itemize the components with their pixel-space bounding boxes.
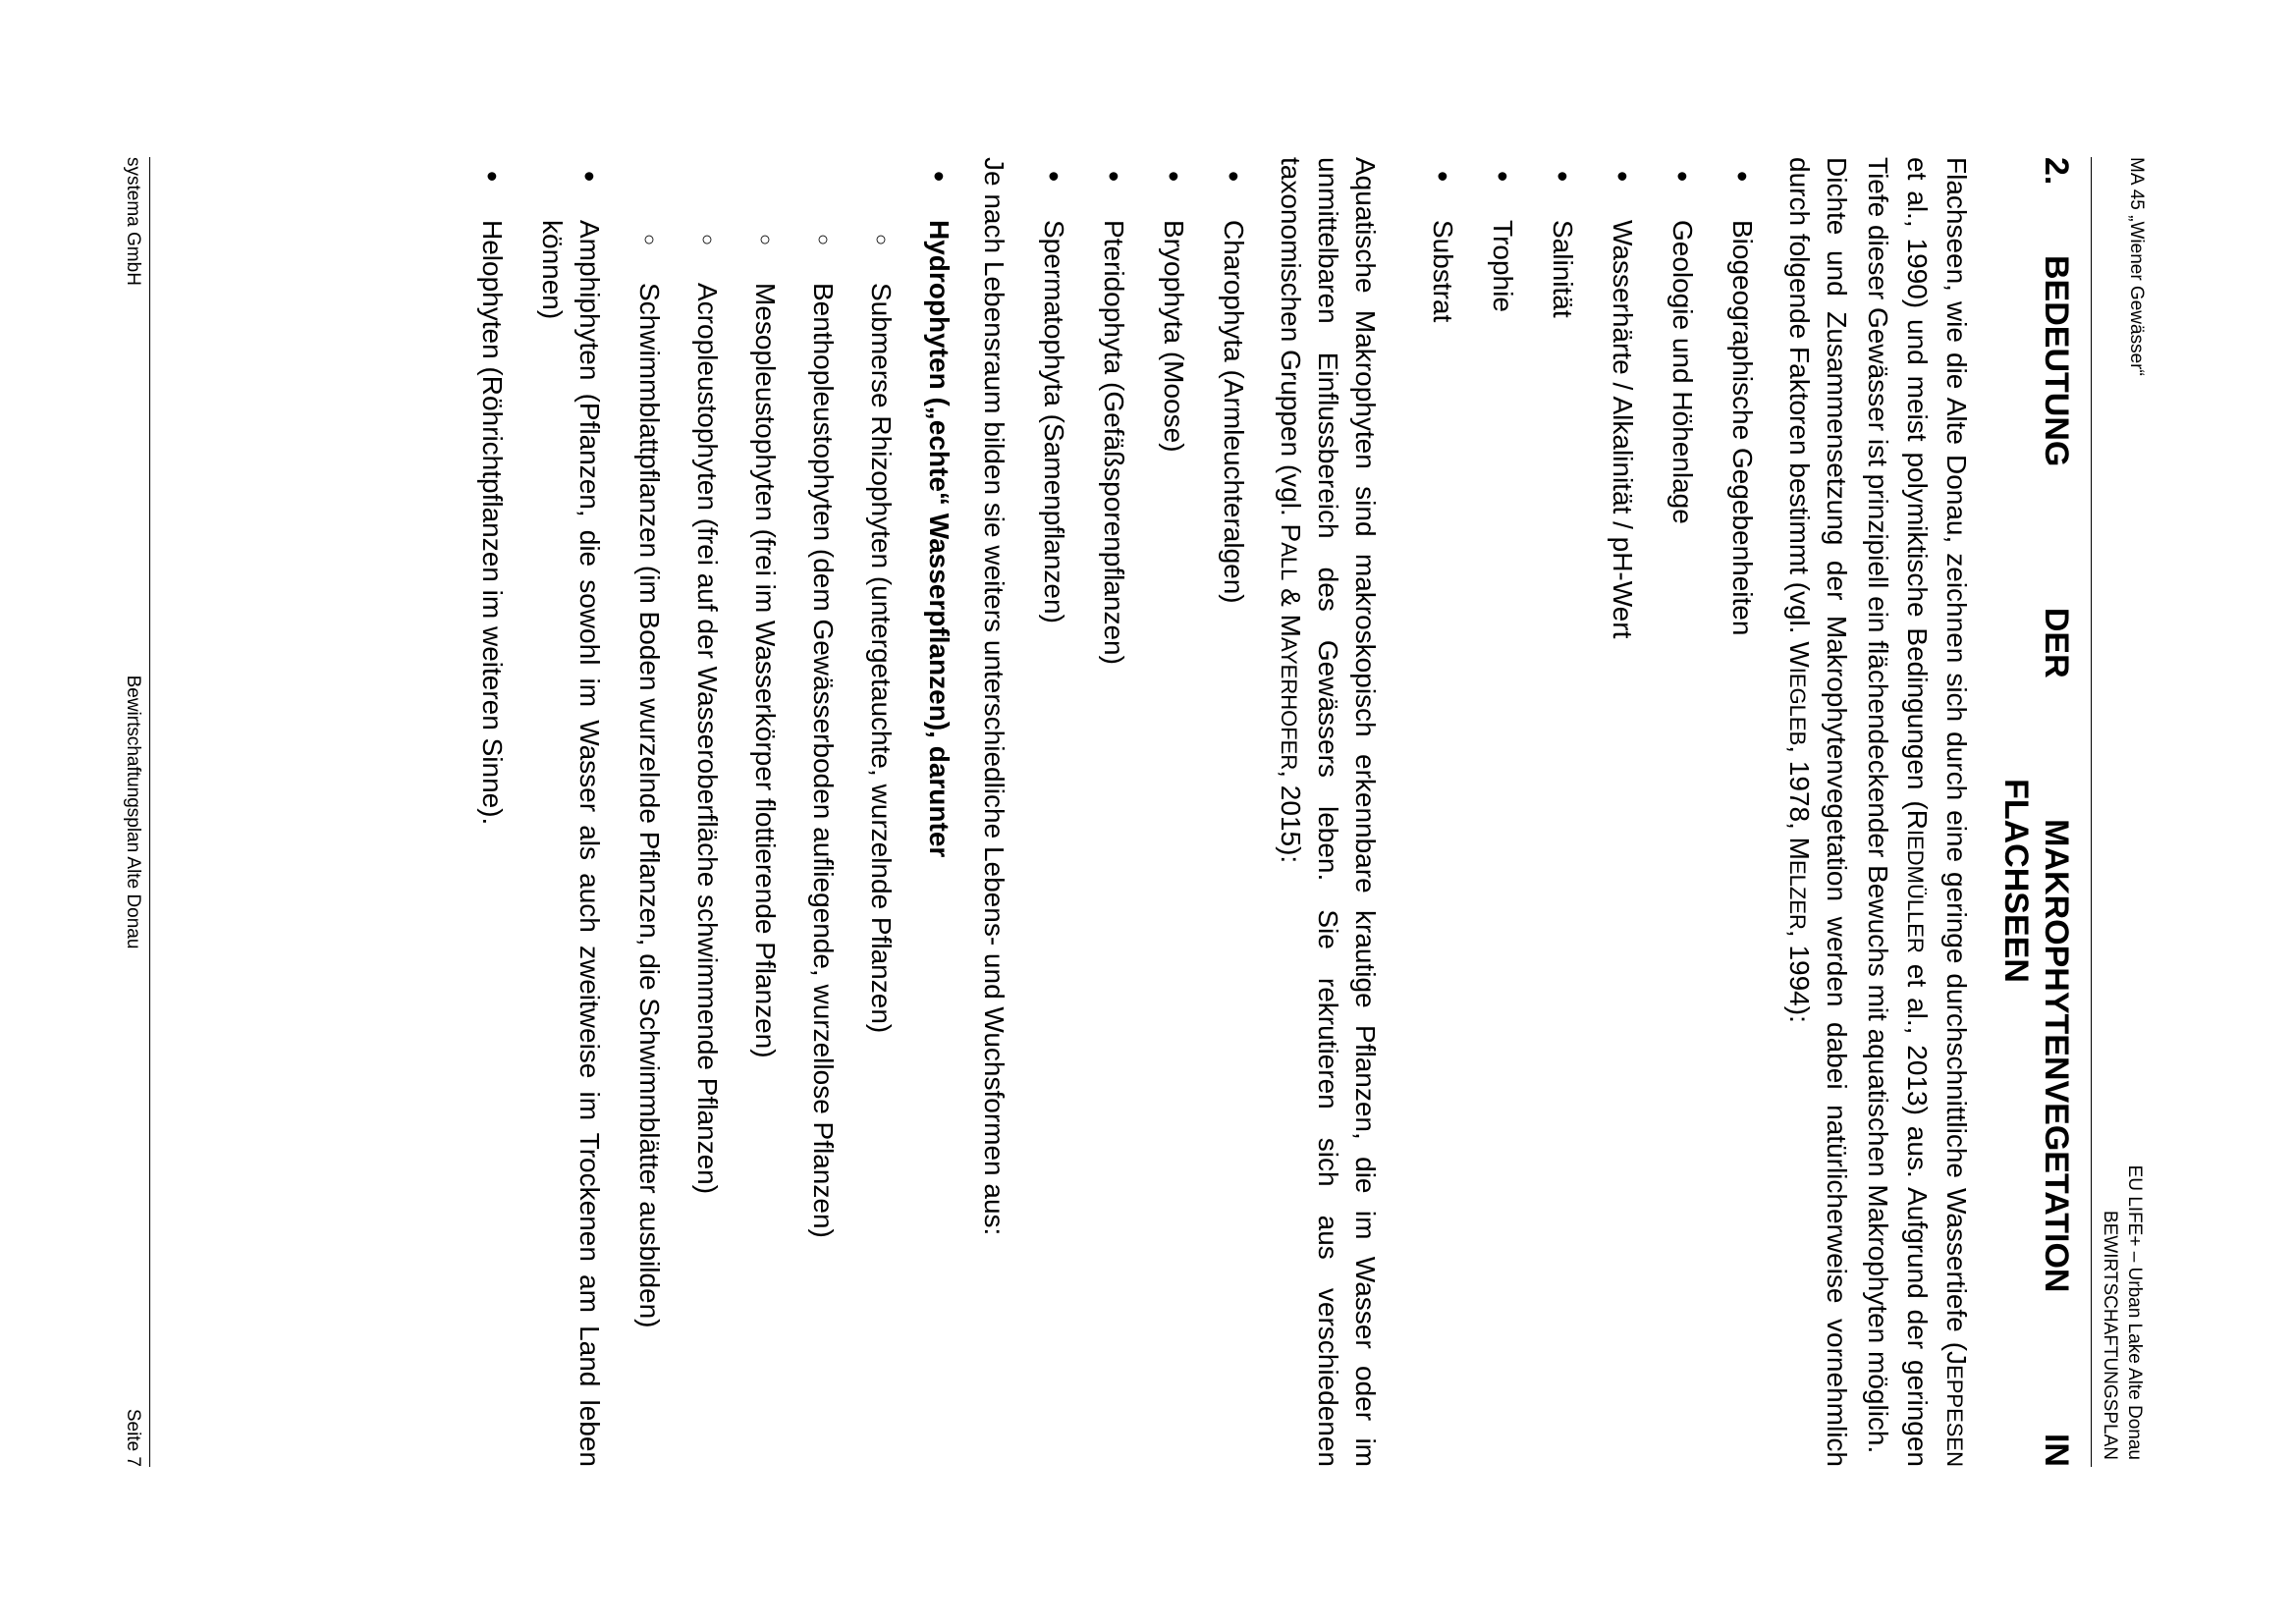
list-item: ○ Acropleustophyten (frei auf der Wasseroberfläche schwimmende Pflanzen) <box>688 220 726 1467</box>
header-left: MA 45 „Wiener Gewässer“ <box>2126 157 2147 376</box>
hydrophyten-sublist <box>630 220 900 1467</box>
section-title <box>1995 255 2076 1467</box>
factor-list <box>1424 157 1761 1467</box>
list-item: ○ Mesopleustophyten (frei im Wasserkörper flottierende Pflanzen) <box>746 220 784 1467</box>
list-item: • Bryophyta (Moose) <box>1155 157 1192 1467</box>
list-item: ○ Submerse Rhizophyten (untergetauchte, wurzelnde Pflanzen) <box>862 220 900 1467</box>
list-item: • Salinität <box>1544 157 1581 1467</box>
paragraph-lifeforms-intro: Je nach Lebensraum bilden sie weiters unterschiedliche Lebens- und Wuchsformen aus: <box>979 157 1010 1236</box>
header-right-line1: EU LIFE+ – Urban Lake Alte Donau <box>2124 1164 2145 1460</box>
list-item: • Charophyta (Armleuchteralgen) <box>1215 157 1252 1467</box>
list-item: • Wasserhärte / Alkalinität / pH-Wert <box>1604 157 1641 1467</box>
header-right <box>2098 1165 2147 1460</box>
page-number: Seite 7 <box>123 1408 143 1467</box>
list-item: • Substrat <box>1424 157 1461 1467</box>
header-rule <box>2091 157 2092 1467</box>
list-item-hydrophyten: • Hydrophyten („echte“ Wasserpflanzen), darunter ○ Submerse Rhizophyten (untergetauchte, wurzelnde Pflanzen) ○ Benthopleustophyten (dem Gewässerboden aufliegende, wurzellose Pflanzen) ○ Mesopleustophyten (frei im Wasserkörper flottierende Pflanzen) ○ Acropleustophyten (frei auf der Wasseroberfläche schwimmende Pflanzen) ○ Schwimmblattpflanzen (im Boden wurzelnde Pflanzen, die Schwimmblätter ausbilden) <box>630 157 957 1467</box>
footer-center: Bewirtschaftungsplan Alte Donau <box>123 675 143 949</box>
list-item-amphiphyten: • Amphiphyten (Pflanzen, die sowohl im Wasser als auch zweitweise im Trockenen am Land leben können) <box>533 157 608 1467</box>
list-item-helophyten: • Helophyten (Röhrichtpflanzen im weiteren Sinne). <box>473 157 511 1467</box>
list-item: ○ Benthopleustophyten (dem Gewässerboden aufliegende, wurzellose Pflanzen) <box>804 220 842 1467</box>
list-item: • Spermatophyta (Samenpflanzen) <box>1035 157 1072 1467</box>
section-heading <box>1995 157 2076 1467</box>
section-title-line2: FLACHSEEN <box>1997 779 2035 983</box>
list-item: ○ Schwimmblattpflanzen (im Boden wurzelnde Pflanzen, die Schwimmblätter ausbilden) <box>630 220 668 1467</box>
paragraph-factors-intro: Dichte und Zusammensetzung der Makrophytenvegetation werden dabei natürlicherweise vornehmlich durch folgende Faktoren bestimmt (vgl. WIEGLEB, 1978, MELZER, 1994): <box>1784 157 1852 1467</box>
paragraph-macrophytes: Aquatische Makrophyten sind makroskopisch erkennbare krautige Pflanzen, die im Wasser oder im unmittelbaren Einflussbereich des Gewässers leben. Sie rekrutieren sich aus verschiedenen taxonomischen Gruppen (vgl. PALL & MAYERHOFER, 2015): <box>1276 157 1381 1467</box>
list-item: • Pteridophyta (Gefäßsporenpflanzen) <box>1095 157 1132 1467</box>
list-item: • Geologie und Höhenlage <box>1664 157 1701 1467</box>
header-right-line2: BEWIRTSCHAFTUNGSPLAN <box>2100 1210 2120 1460</box>
list-item: • Biogeographische Gegebenheiten <box>1723 157 1761 1467</box>
group-list <box>1035 157 1252 1467</box>
lifeform-list <box>473 157 957 1467</box>
section-number: 2. <box>2038 157 2075 186</box>
footer-rule <box>149 157 150 1467</box>
section-title-line1: BEDEUTUNG DER MAKROPHYTENVEGETATION IN <box>2038 255 2075 1467</box>
paragraph-intro: Flachseen, wie die Alte Donau, zeichnen sich durch eine geringe durchschnittliche Wassertiefe (JEPPESEN et al., 1990) und meist polymiktische Bedingungen (RIEDMÜLLER et al., 2013) aus. Aufgrund der geringen Tiefe dieser Gewässer ist prinzipiell ein flächendeckender Bewuchs mit aquatischen Makrophyten möglich. <box>1863 157 1972 1467</box>
footer-left: systema GmbH <box>123 157 143 286</box>
list-item: • Trophie <box>1484 157 1521 1467</box>
page-content <box>451 157 2075 1467</box>
